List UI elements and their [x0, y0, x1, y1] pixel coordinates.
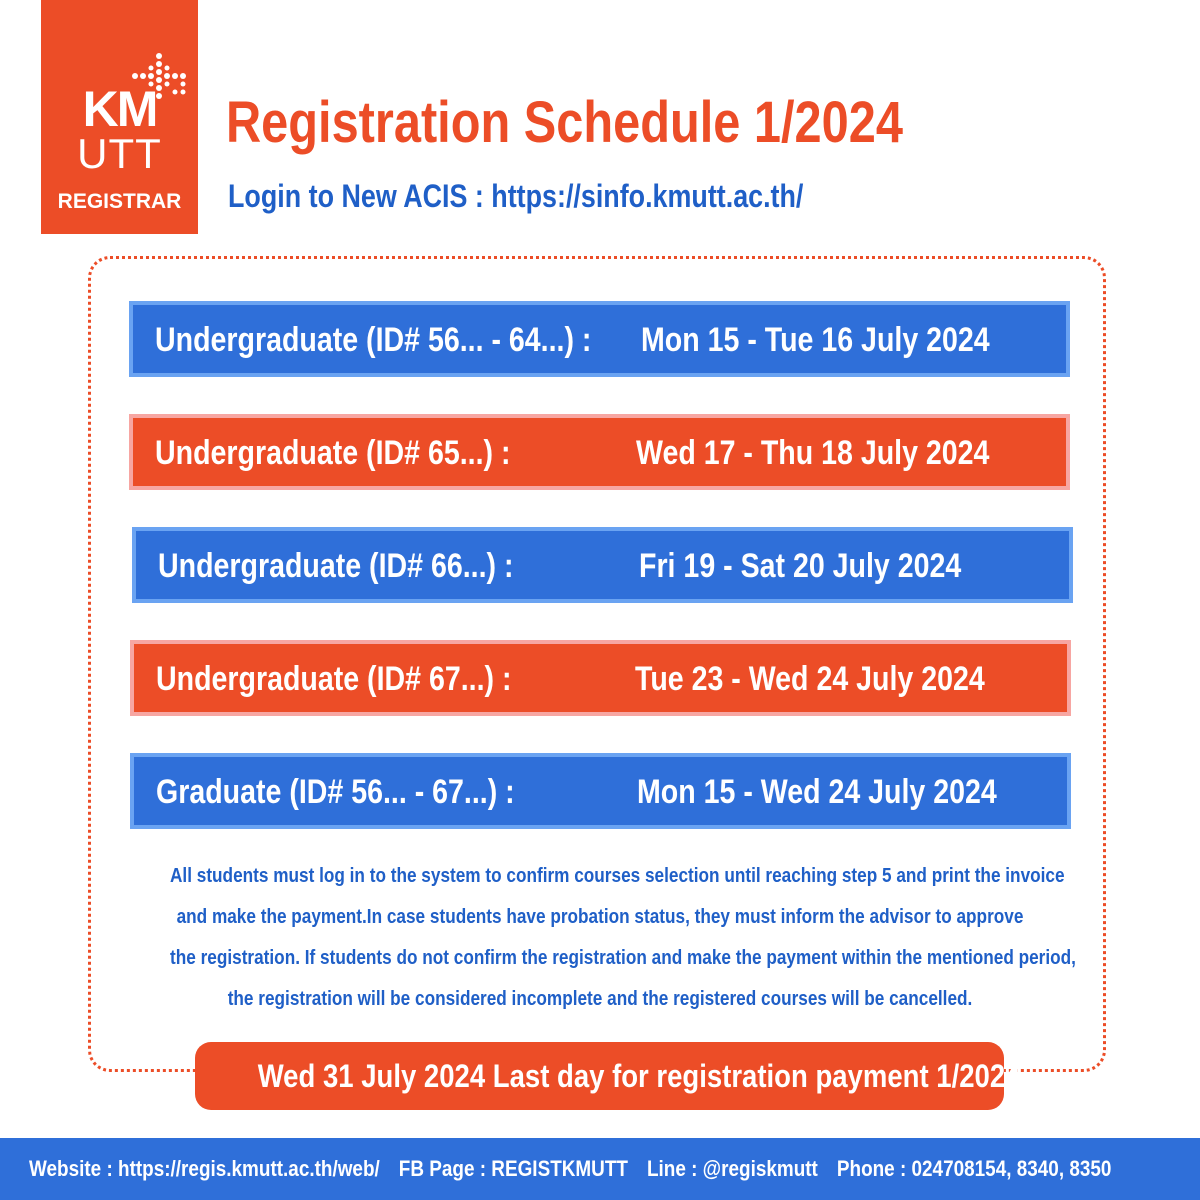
deadline-text: Wed 31 July 2024 Last day for registration payment 1/2024.: [257, 1058, 1029, 1094]
notice-line: and make the payment.In case students have probation status, they must inform the advisor to approve: [176, 906, 1024, 928]
footer-fb-page[interactable]: FB Page : REGISTKMUTT: [398, 1156, 628, 1181]
schedule-row-ug-56-64: [129, 301, 1070, 377]
notice-line: the registration. If students do not confirm the registration and make the payment within the mentioned period,: [170, 947, 1076, 969]
page-title: Registration Schedule 1/2024: [226, 90, 903, 155]
schedule-dates: Fri 19 - Sat 20 July 2024: [639, 547, 962, 585]
schedule-row-ug-67: [130, 640, 1071, 716]
logo-text-registrar: REGISTRAR: [57, 190, 182, 213]
footer-contact-bar: [0, 1138, 1200, 1200]
kmutt-registrar-logo: [41, 0, 198, 234]
schedule-dates: Mon 15 - Tue 16 July 2024: [641, 321, 990, 359]
schedule-group-label: Undergraduate (ID# 56... - 64...) :: [155, 321, 592, 359]
schedule-group-label: Undergraduate (ID# 66...) :: [158, 547, 514, 585]
schedule-group-label: Undergraduate (ID# 67...) :: [156, 660, 512, 698]
schedule-row-ug-65: [129, 414, 1070, 490]
schedule-dates: Wed 17 - Thu 18 July 2024: [636, 434, 990, 472]
schedule-row-ug-66: [132, 527, 1073, 603]
schedule-group-label: Undergraduate (ID# 65...) :: [155, 434, 511, 472]
notice-line: All students must log in to the system to confirm courses selection until reaching step 5 and print the invoice: [170, 865, 1065, 887]
schedule-dates: Mon 15 - Wed 24 July 2024: [637, 773, 997, 811]
schedule-row-graduate: [130, 753, 1071, 829]
payment-deadline-banner: [195, 1042, 1029, 1110]
footer-website-link[interactable]: Website : https://regis.kmutt.ac.th/web/: [29, 1156, 380, 1181]
notice-line: the registration will be considered incomplete and the registered courses will be cancelled.: [227, 988, 973, 1010]
schedule-dates: Tue 23 - Wed 24 July 2024: [635, 660, 985, 698]
footer-line-id[interactable]: Line : @regiskmutt: [646, 1156, 818, 1181]
logo-text-km: KM: [82, 81, 157, 137]
login-url-text: Login to New ACIS : https://sinfo.kmutt.ac.th/: [228, 178, 804, 214]
registration-notice: [100, 856, 1100, 1020]
schedule-group-label: Graduate (ID# 56... - 67...) :: [156, 773, 515, 811]
footer-phone: Phone : 024708154, 8340, 8350: [836, 1156, 1112, 1181]
logo-text-utt: UTT: [77, 130, 162, 177]
